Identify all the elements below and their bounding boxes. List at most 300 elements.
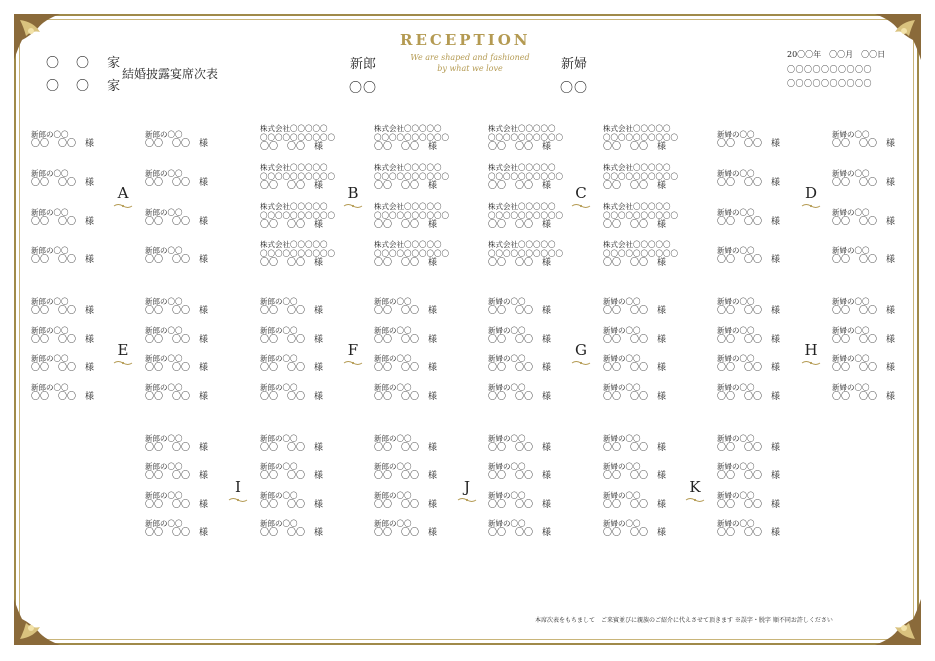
guest-name: 〇〇 〇〇 様 <box>374 500 438 510</box>
guest-name: 〇〇 〇〇 様 <box>717 306 781 316</box>
guest-name: 〇〇 〇〇 様 <box>717 471 781 481</box>
guest-seat <box>260 326 348 346</box>
guest-name: 〇〇 〇〇 様 <box>374 181 438 191</box>
guest-name: 〇〇 〇〇 様 <box>374 258 438 268</box>
guest-name: 〇〇 〇〇 様 <box>488 500 552 510</box>
guest-relation: 新婦の〇〇 <box>832 130 870 139</box>
tagline-line-1: We are shaped and fashioned <box>410 53 530 62</box>
table-letter: B <box>347 184 359 202</box>
guest-name: 〇〇 〇〇 様 <box>717 255 781 265</box>
guest-department: 〇〇〇〇〇〇〇〇〇〇 <box>603 133 678 142</box>
flourish-icon <box>113 360 133 366</box>
guest-relation: 新婦の〇〇 <box>832 383 870 392</box>
guest-name: 〇〇 〇〇 様 <box>717 528 781 538</box>
guest-relation: 新婦の〇〇 <box>832 246 870 255</box>
guest-company: 株式会社〇〇〇〇〇 <box>603 240 671 249</box>
guest-relation: 新婦の〇〇 <box>717 519 755 528</box>
guest-seat <box>717 491 805 511</box>
guest-seat <box>145 383 233 403</box>
guest-relation: 新郎の〇〇 <box>31 169 69 178</box>
guest-relation: 新婦の〇〇 <box>603 434 641 443</box>
guest-seat <box>717 130 805 150</box>
guest-seat <box>488 462 576 482</box>
guest-relation: 新郎の〇〇 <box>145 169 183 178</box>
guest-name: 〇〇 〇〇 様 <box>488 528 552 538</box>
guest-name: 〇〇 〇〇 様 <box>374 306 438 316</box>
guest-name: 〇〇 〇〇 様 <box>488 335 552 345</box>
guest-name: 〇〇 〇〇 様 <box>603 306 667 316</box>
guest-name: 〇〇 〇〇 様 <box>260 335 324 345</box>
guest-name: 〇〇 〇〇 様 <box>603 528 667 538</box>
guest-relation: 新婦の〇〇 <box>717 383 755 392</box>
guest-company: 株式会社〇〇〇〇〇 <box>603 124 671 133</box>
guest-company: 株式会社〇〇〇〇〇 <box>488 202 556 211</box>
guest-seat <box>717 519 805 539</box>
guest-seat <box>603 354 691 374</box>
guest-seat <box>374 354 462 374</box>
guest-name: 〇〇 〇〇 様 <box>603 220 667 230</box>
family-2-suffix: 家 <box>107 79 123 94</box>
guest-seat <box>717 383 805 403</box>
guest-name: 〇〇 〇〇 様 <box>374 363 438 373</box>
guest-relation: 新郎の〇〇 <box>145 297 183 306</box>
guest-relation: 新郎の〇〇 <box>145 130 183 139</box>
guest-seat <box>374 434 462 454</box>
guest-name: 〇〇 〇〇 様 <box>488 306 552 316</box>
guest-name: 〇〇 〇〇 様 <box>145 471 209 481</box>
guest-seat <box>488 163 576 192</box>
guest-name: 〇〇 〇〇 様 <box>374 471 438 481</box>
guest-name: 〇〇 〇〇 様 <box>260 306 324 316</box>
guest-name: 〇〇 〇〇 様 <box>374 335 438 345</box>
guest-relation: 新婦の〇〇 <box>488 383 526 392</box>
guest-relation: 新婦の〇〇 <box>832 208 870 217</box>
guest-relation: 新郎の〇〇 <box>31 208 69 217</box>
guest-seat <box>603 383 691 403</box>
guest-name: 〇〇 〇〇 様 <box>488 181 552 191</box>
table-letter: I <box>235 478 241 496</box>
guest-relation: 新郎の〇〇 <box>31 130 69 139</box>
guest-relation: 新郎の〇〇 <box>374 383 412 392</box>
family-1 <box>46 52 122 71</box>
guest-seat <box>603 491 691 511</box>
guest-seat <box>145 297 233 317</box>
guest-seat <box>488 519 576 539</box>
guest-name: 〇〇 〇〇 様 <box>603 392 667 402</box>
guest-relation: 新郎の〇〇 <box>31 297 69 306</box>
guest-seat <box>374 202 462 231</box>
guest-department: 〇〇〇〇〇〇〇〇〇〇 <box>374 249 449 258</box>
guest-relation: 新郎の〇〇 <box>374 326 412 335</box>
guest-relation: 新婦の〇〇 <box>832 169 870 178</box>
guest-name: 〇〇 〇〇 様 <box>374 528 438 538</box>
guest-name: 〇〇 〇〇 様 <box>31 178 95 188</box>
guest-seat <box>603 519 691 539</box>
guest-relation: 新郎の〇〇 <box>31 326 69 335</box>
guest-seat <box>374 163 462 192</box>
guest-relation: 新婦の〇〇 <box>717 169 755 178</box>
guest-name: 〇〇 〇〇 様 <box>145 500 209 510</box>
table-letter: H <box>804 341 818 359</box>
guest-name: 〇〇 〇〇 様 <box>717 178 781 188</box>
flourish-icon <box>457 497 477 503</box>
guest-company: 株式会社〇〇〇〇〇 <box>260 124 328 133</box>
guest-name: 〇〇 〇〇 様 <box>145 178 209 188</box>
guest-name: 〇〇 〇〇 様 <box>832 363 896 373</box>
guest-seat <box>374 326 462 346</box>
guest-name: 〇〇 〇〇 様 <box>31 392 95 402</box>
table-letter: G <box>575 341 587 359</box>
flourish-icon <box>113 203 133 209</box>
guest-name: 〇〇 〇〇 様 <box>260 363 324 373</box>
guest-name: 〇〇 〇〇 様 <box>31 255 95 265</box>
guest-name: 〇〇 〇〇 様 <box>31 139 95 149</box>
guest-relation: 新郎の〇〇 <box>260 462 298 471</box>
guest-seat <box>488 491 576 511</box>
guest-seat <box>832 246 920 266</box>
guest-company: 株式会社〇〇〇〇〇 <box>603 163 671 172</box>
guest-name: 〇〇 〇〇 様 <box>603 363 667 373</box>
guest-relation: 新婦の〇〇 <box>488 491 526 500</box>
guest-relation: 新郎の〇〇 <box>145 491 183 500</box>
guest-relation: 新婦の〇〇 <box>717 297 755 306</box>
guest-seat <box>260 297 348 317</box>
guest-seat <box>717 326 805 346</box>
family-1-name: 〇 〇 <box>46 56 92 71</box>
flourish-icon <box>343 360 363 366</box>
guest-seat <box>145 246 233 266</box>
guest-company: 株式会社〇〇〇〇〇 <box>488 124 556 133</box>
guest-seat <box>31 297 119 317</box>
guest-name: 〇〇 〇〇 様 <box>832 217 896 227</box>
guest-name: 〇〇 〇〇 様 <box>717 500 781 510</box>
guest-relation: 新婦の〇〇 <box>717 246 755 255</box>
guest-seat <box>31 354 119 374</box>
guest-relation: 新婦の〇〇 <box>603 326 641 335</box>
guest-name: 〇〇 〇〇 様 <box>145 363 209 373</box>
guest-relation: 新婦の〇〇 <box>832 326 870 335</box>
guest-seat <box>145 491 233 511</box>
guest-relation: 新婦の〇〇 <box>717 491 755 500</box>
guest-relation: 新郎の〇〇 <box>374 354 412 363</box>
guest-name: 〇〇 〇〇 様 <box>603 443 667 453</box>
table-letter: E <box>117 341 129 359</box>
guest-seat <box>603 124 691 153</box>
guest-department: 〇〇〇〇〇〇〇〇〇〇 <box>260 172 335 181</box>
guest-seat <box>145 130 233 150</box>
table-letter: A <box>117 184 129 202</box>
guest-name: 〇〇 〇〇 様 <box>260 220 324 230</box>
bride-name: 〇〇 <box>560 81 589 96</box>
guest-seat <box>603 240 691 269</box>
guest-department: 〇〇〇〇〇〇〇〇〇〇 <box>374 211 449 220</box>
event-date: 20〇〇年 〇〇月 〇〇日 <box>787 50 886 59</box>
guest-name: 〇〇 〇〇 様 <box>832 392 896 402</box>
guest-seat <box>832 354 920 374</box>
guest-relation: 新婦の〇〇 <box>488 326 526 335</box>
guest-seat <box>488 202 576 231</box>
guest-seat <box>145 519 233 539</box>
guest-relation: 新郎の〇〇 <box>145 462 183 471</box>
guest-relation: 新郎の〇〇 <box>260 491 298 500</box>
reception-heading: RECEPTION <box>400 31 531 49</box>
guest-name: 〇〇 〇〇 様 <box>145 217 209 227</box>
guest-relation: 新郎の〇〇 <box>145 383 183 392</box>
guest-relation: 新婦の〇〇 <box>488 354 526 363</box>
table-letter: J <box>463 478 470 496</box>
guest-company: 株式会社〇〇〇〇〇 <box>488 240 556 249</box>
guest-name: 〇〇 〇〇 様 <box>260 500 324 510</box>
guest-relation: 新郎の〇〇 <box>31 246 69 255</box>
guest-seat <box>31 326 119 346</box>
guest-department: 〇〇〇〇〇〇〇〇〇〇 <box>603 249 678 258</box>
guest-name: 〇〇 〇〇 様 <box>488 220 552 230</box>
guest-seat <box>603 163 691 192</box>
family-2 <box>46 75 122 94</box>
guest-relation: 新郎の〇〇 <box>374 297 412 306</box>
guest-name: 〇〇 〇〇 様 <box>488 363 552 373</box>
guest-name: 〇〇 〇〇 様 <box>145 443 209 453</box>
guest-relation: 新婦の〇〇 <box>717 208 755 217</box>
guest-seat <box>603 297 691 317</box>
guest-relation: 新婦の〇〇 <box>603 519 641 528</box>
guest-seat <box>374 297 462 317</box>
guest-seat <box>260 202 348 231</box>
guest-department: 〇〇〇〇〇〇〇〇〇〇 <box>374 172 449 181</box>
guest-name: 〇〇 〇〇 様 <box>260 392 324 402</box>
venue-line-1: 〇〇〇〇〇〇〇〇〇〇 <box>787 65 872 74</box>
guest-department: 〇〇〇〇〇〇〇〇〇〇 <box>488 211 563 220</box>
guest-name: 〇〇 〇〇 様 <box>260 181 324 191</box>
guest-company: 株式会社〇〇〇〇〇 <box>374 240 442 249</box>
guest-relation: 新婦の〇〇 <box>603 491 641 500</box>
guest-seat <box>31 169 119 189</box>
guest-seat <box>488 383 576 403</box>
guest-company: 株式会社〇〇〇〇〇 <box>260 240 328 249</box>
guest-name: 〇〇 〇〇 様 <box>603 335 667 345</box>
guest-name: 〇〇 〇〇 様 <box>374 220 438 230</box>
guest-name: 〇〇 〇〇 様 <box>31 217 95 227</box>
guest-department: 〇〇〇〇〇〇〇〇〇〇 <box>488 172 563 181</box>
guest-relation: 新郎の〇〇 <box>145 208 183 217</box>
table-letter: K <box>689 478 701 496</box>
guest-name: 〇〇 〇〇 様 <box>145 255 209 265</box>
guest-relation: 新婦の〇〇 <box>603 383 641 392</box>
guest-relation: 新婦の〇〇 <box>603 462 641 471</box>
guest-seat <box>717 208 805 228</box>
guest-seat <box>603 462 691 482</box>
guest-company: 株式会社〇〇〇〇〇 <box>260 202 328 211</box>
guest-relation: 新婦の〇〇 <box>488 462 526 471</box>
guest-name: 〇〇 〇〇 様 <box>488 443 552 453</box>
family-2-name: 〇 〇 <box>46 79 92 94</box>
guest-seat <box>374 383 462 403</box>
guest-name: 〇〇 〇〇 様 <box>374 443 438 453</box>
guest-seat <box>260 124 348 153</box>
guest-name: 〇〇 〇〇 様 <box>374 142 438 152</box>
guest-seat <box>832 208 920 228</box>
guest-name: 〇〇 〇〇 様 <box>145 335 209 345</box>
tagline <box>405 52 535 74</box>
guest-name: 〇〇 〇〇 様 <box>717 392 781 402</box>
guest-name: 〇〇 〇〇 様 <box>603 258 667 268</box>
guest-seat <box>260 383 348 403</box>
guest-relation: 新婦の〇〇 <box>717 354 755 363</box>
guest-seat <box>717 434 805 454</box>
guest-seat <box>31 130 119 150</box>
guest-relation: 新郎の〇〇 <box>145 326 183 335</box>
guest-relation: 新郎の〇〇 <box>260 326 298 335</box>
guest-company: 株式会社〇〇〇〇〇 <box>374 163 442 172</box>
guest-seat <box>145 434 233 454</box>
guest-department: 〇〇〇〇〇〇〇〇〇〇 <box>603 211 678 220</box>
guest-relation: 新婦の〇〇 <box>488 297 526 306</box>
guest-name: 〇〇 〇〇 様 <box>145 306 209 316</box>
guest-department: 〇〇〇〇〇〇〇〇〇〇 <box>374 133 449 142</box>
guest-name: 〇〇 〇〇 様 <box>488 471 552 481</box>
guest-department: 〇〇〇〇〇〇〇〇〇〇 <box>603 172 678 181</box>
guest-seat <box>832 130 920 150</box>
guest-name: 〇〇 〇〇 様 <box>717 139 781 149</box>
guest-relation: 新郎の〇〇 <box>374 434 412 443</box>
guest-name: 〇〇 〇〇 様 <box>260 471 324 481</box>
guest-relation: 新婦の〇〇 <box>603 354 641 363</box>
flourish-icon <box>571 203 591 209</box>
guest-relation: 新婦の〇〇 <box>717 462 755 471</box>
groom-name: 〇〇 <box>349 81 378 96</box>
guest-seat <box>374 240 462 269</box>
guest-seat <box>374 519 462 539</box>
guest-seat <box>717 297 805 317</box>
guest-relation: 新婦の〇〇 <box>832 297 870 306</box>
guest-company: 株式会社〇〇〇〇〇 <box>260 163 328 172</box>
document-title: 結婚披露宴席次表 <box>122 67 219 81</box>
guest-name: 〇〇 〇〇 様 <box>260 258 324 268</box>
guest-name: 〇〇 〇〇 様 <box>603 471 667 481</box>
guest-relation: 新郎の〇〇 <box>260 383 298 392</box>
guest-seat <box>488 297 576 317</box>
guest-name: 〇〇 〇〇 様 <box>832 255 896 265</box>
guest-relation: 新郎の〇〇 <box>374 519 412 528</box>
flourish-icon <box>228 497 248 503</box>
guest-relation: 新婦の〇〇 <box>603 297 641 306</box>
corner-ornament-icon <box>875 599 921 645</box>
guest-relation: 新郎の〇〇 <box>374 462 412 471</box>
guest-seat <box>31 208 119 228</box>
guest-company: 株式会社〇〇〇〇〇 <box>374 124 442 133</box>
guest-relation: 新郎の〇〇 <box>260 519 298 528</box>
guest-seat <box>145 462 233 482</box>
guest-seat <box>603 434 691 454</box>
guest-department: 〇〇〇〇〇〇〇〇〇〇 <box>260 133 335 142</box>
guest-relation: 新郎の〇〇 <box>31 383 69 392</box>
guest-relation: 新婦の〇〇 <box>717 130 755 139</box>
guest-seat <box>717 354 805 374</box>
guest-name: 〇〇 〇〇 様 <box>717 363 781 373</box>
table-letter: C <box>575 184 587 202</box>
guest-seat <box>145 326 233 346</box>
guest-relation: 新郎の〇〇 <box>145 354 183 363</box>
guest-seat <box>31 383 119 403</box>
groom-label: 新郎 <box>350 57 377 72</box>
guest-seat <box>488 354 576 374</box>
guest-seat <box>832 383 920 403</box>
guest-relation: 新婦の〇〇 <box>717 434 755 443</box>
guest-seat <box>260 354 348 374</box>
guest-department: 〇〇〇〇〇〇〇〇〇〇 <box>260 249 335 258</box>
guest-relation: 新郎の〇〇 <box>374 491 412 500</box>
guest-relation: 新郎の〇〇 <box>145 246 183 255</box>
guest-relation: 新郎の〇〇 <box>260 297 298 306</box>
guest-name: 〇〇 〇〇 様 <box>31 335 95 345</box>
guest-relation: 新郎の〇〇 <box>145 519 183 528</box>
guest-name: 〇〇 〇〇 様 <box>374 392 438 402</box>
table-letter: F <box>347 341 359 359</box>
guest-name: 〇〇 〇〇 様 <box>260 528 324 538</box>
guest-name: 〇〇 〇〇 様 <box>717 443 781 453</box>
guest-department: 〇〇〇〇〇〇〇〇〇〇 <box>488 249 563 258</box>
guest-seat <box>145 169 233 189</box>
tagline-line-2: by what we love <box>437 64 503 73</box>
guest-seat <box>717 169 805 189</box>
guest-department: 〇〇〇〇〇〇〇〇〇〇 <box>260 211 335 220</box>
guest-name: 〇〇 〇〇 様 <box>488 258 552 268</box>
flourish-icon <box>685 497 705 503</box>
guest-seat <box>31 246 119 266</box>
guest-name: 〇〇 〇〇 様 <box>603 500 667 510</box>
flourish-icon <box>343 203 363 209</box>
table-letter: D <box>804 184 818 202</box>
guest-seat <box>832 169 920 189</box>
guest-seat <box>603 202 691 231</box>
guest-name: 〇〇 〇〇 様 <box>145 392 209 402</box>
guest-relation: 新婦の〇〇 <box>488 434 526 443</box>
guest-name: 〇〇 〇〇 様 <box>31 363 95 373</box>
guest-name: 〇〇 〇〇 様 <box>603 142 667 152</box>
guest-seat <box>832 297 920 317</box>
guest-name: 〇〇 〇〇 様 <box>603 181 667 191</box>
guest-seat <box>260 434 348 454</box>
guest-seat <box>603 326 691 346</box>
guest-name: 〇〇 〇〇 様 <box>488 392 552 402</box>
guest-relation: 新婦の〇〇 <box>832 354 870 363</box>
family-1-suffix: 家 <box>107 56 123 71</box>
guest-name: 〇〇 〇〇 様 <box>832 306 896 316</box>
guest-seat <box>832 326 920 346</box>
guest-department: 〇〇〇〇〇〇〇〇〇〇 <box>488 133 563 142</box>
guest-name: 〇〇 〇〇 様 <box>145 139 209 149</box>
guest-seat <box>374 124 462 153</box>
guest-name: 〇〇 〇〇 様 <box>832 335 896 345</box>
venue-line-2: 〇〇〇〇〇〇〇〇〇〇 <box>787 79 872 88</box>
guest-seat <box>488 240 576 269</box>
guest-seat <box>717 246 805 266</box>
guest-name: 〇〇 〇〇 様 <box>260 443 324 453</box>
footer-note: 本席次表をもちまして ご来賓並びに親族のご紹介に代えさせて頂きます ※誤字・脱字 順不同お許しください <box>535 617 833 624</box>
bride-label: 新婦 <box>561 57 588 72</box>
guest-relation: 新婦の〇〇 <box>488 519 526 528</box>
guest-name: 〇〇 〇〇 様 <box>145 528 209 538</box>
guest-seat <box>374 462 462 482</box>
guest-seat <box>260 491 348 511</box>
guest-seat <box>374 491 462 511</box>
guest-name: 〇〇 〇〇 様 <box>832 178 896 188</box>
guest-seat <box>260 240 348 269</box>
guest-seat <box>488 434 576 454</box>
guest-seat <box>260 163 348 192</box>
guest-name: 〇〇 〇〇 様 <box>31 306 95 316</box>
flourish-icon <box>571 360 591 366</box>
